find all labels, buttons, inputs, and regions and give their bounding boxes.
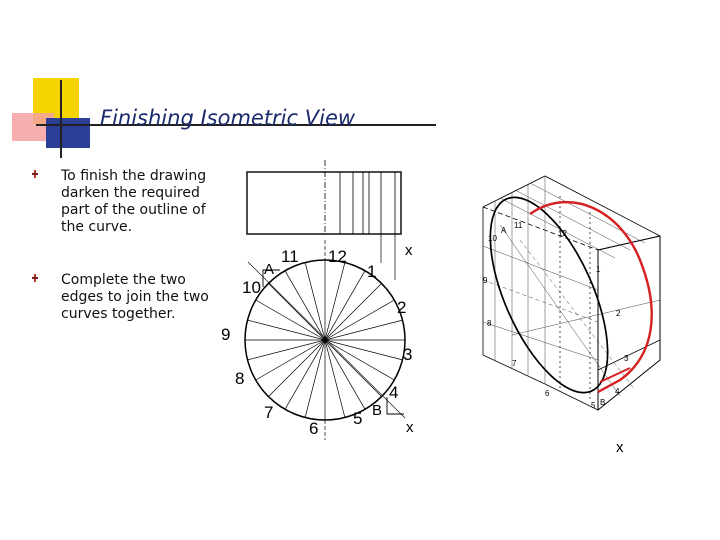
iso-label-3: 3 bbox=[624, 354, 629, 363]
ortho-label-1: 1 bbox=[367, 262, 377, 281]
iso-label-1: 1 bbox=[596, 265, 601, 274]
ortho-label-7: 7 bbox=[264, 403, 274, 422]
ortho-label-6: 6 bbox=[309, 419, 319, 438]
iso-label-2: 2 bbox=[616, 309, 621, 318]
ortho-label-12: 12 bbox=[328, 247, 347, 266]
iso-label-8: 8 bbox=[487, 319, 492, 328]
ortho-label-x-bottom: x bbox=[406, 419, 414, 436]
ortho-label-2: 2 bbox=[397, 298, 407, 317]
bullet-text-join-edges: Complete the two edges to join the two curves together. bbox=[61, 272, 209, 322]
ortho-label-8: 8 bbox=[235, 369, 245, 388]
ortho-label-10: 10 bbox=[242, 278, 261, 297]
iso-label-7: 7 bbox=[512, 359, 517, 368]
iso-label-12: 12 bbox=[558, 229, 567, 238]
iso-label-11: 11 bbox=[514, 221, 523, 230]
iso-label-4: 4 bbox=[615, 387, 620, 396]
isometric-box bbox=[483, 176, 660, 410]
iso-label-10: 10 bbox=[488, 234, 497, 243]
ortho-label-3: 3 bbox=[403, 345, 413, 364]
ortho-label-4: 4 bbox=[389, 383, 399, 402]
iso-label-a: A bbox=[501, 226, 507, 235]
ortho-label-b: B bbox=[372, 402, 383, 419]
side-view bbox=[247, 160, 401, 236]
ortho-label-11: 11 bbox=[281, 247, 299, 266]
iso-label-5: 5 bbox=[591, 401, 596, 410]
ortho-label-5: 5 bbox=[353, 409, 363, 428]
ortho-label-x-top: x bbox=[405, 242, 413, 259]
ortho-label-9: 9 bbox=[221, 325, 231, 344]
darkened-outline-curve bbox=[530, 202, 652, 392]
iso-label-b: B bbox=[600, 398, 606, 407]
iso-label-x: x bbox=[616, 439, 624, 456]
iso-label-6: 6 bbox=[545, 389, 550, 398]
ortho-label-a: A bbox=[264, 261, 275, 278]
bullet-text-darken-outline: To finish the drawing darken the required part of the outline of the curve. bbox=[61, 168, 207, 235]
slide-title: Finishing Isometric View bbox=[100, 106, 356, 130]
iso-label-9: 9 bbox=[483, 276, 488, 285]
